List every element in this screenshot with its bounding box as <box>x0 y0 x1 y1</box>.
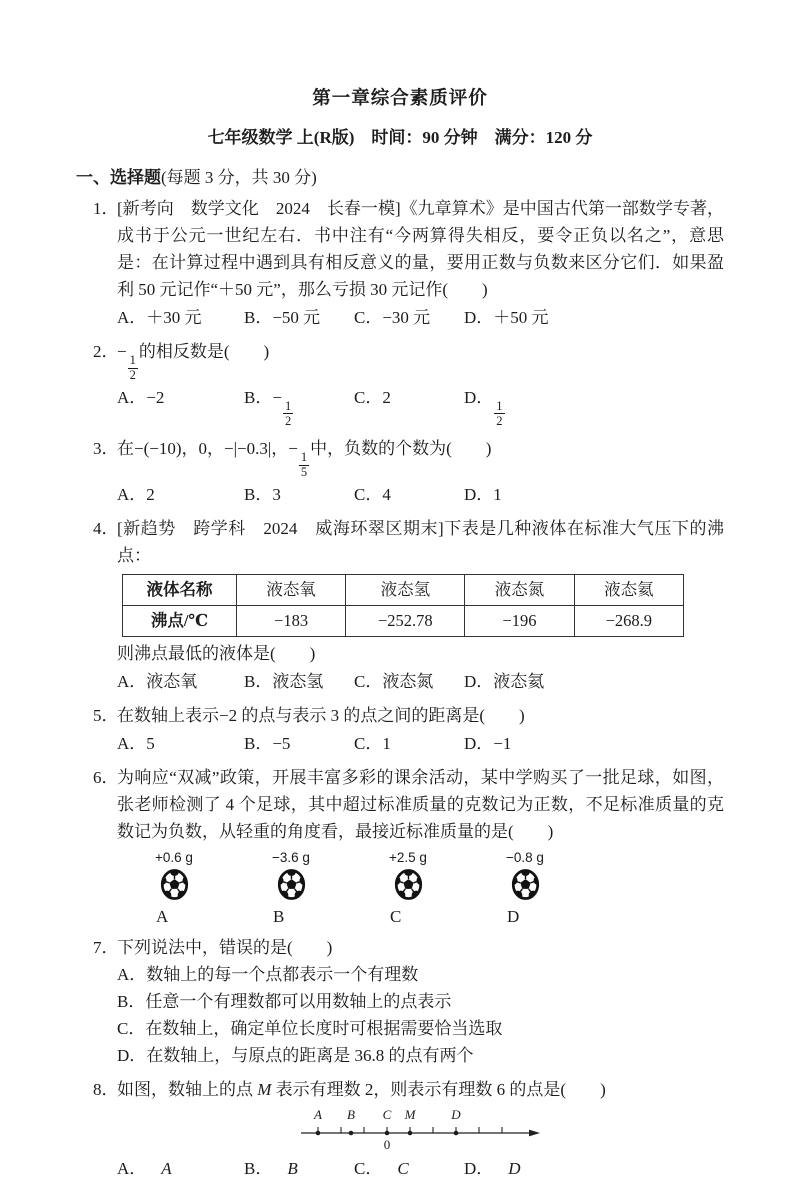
q2-option-c: C．2 <box>354 387 391 407</box>
q8-text-pre: 如图，数轴上的点 <box>117 1079 258 1099</box>
q4-option-a: A．液态氧 <box>117 671 198 691</box>
fraction-denominator: 2 <box>496 413 503 428</box>
q5-option-d: D．−1 <box>464 733 512 753</box>
ball-weight-label: +2.5 g <box>389 849 427 865</box>
question-1-options <box>117 304 724 331</box>
table-cell: −268.9 <box>574 605 683 636</box>
fraction <box>299 451 309 480</box>
q1-option-a: A．＋30 元 <box>117 308 202 327</box>
q8-option-b-label: B． <box>244 1158 273 1178</box>
q8-option-a-label: A． <box>117 1158 147 1178</box>
q1-option-b: B．−50 元 <box>244 308 321 327</box>
soccer-ball-item <box>378 850 495 927</box>
question-6-number: 6． <box>93 767 119 787</box>
question-5-options <box>117 730 724 757</box>
fraction <box>283 400 293 429</box>
page-subtitle: 七年级数学 上(R版) 时间：90 分钟 满分：120 分 <box>207 128 593 147</box>
fraction <box>494 400 504 429</box>
soccer-ball-a <box>144 850 204 902</box>
question-4 <box>76 515 724 695</box>
question-8-text <box>117 1076 724 1103</box>
fraction-denominator: 2 <box>129 368 136 382</box>
number-line-point-b: B <box>346 1106 355 1122</box>
q7-option-d: D．在数轴上，与原点的距离是 36.8 的点有两个 <box>117 1045 474 1065</box>
number-line-point-m: M <box>404 1106 415 1122</box>
question-1-number: 1． <box>93 199 119 218</box>
q4-option-c: C．液态氮 <box>354 671 434 691</box>
question-5-number: 5． <box>93 705 119 725</box>
question-4-text: [新趋势 跨学科 2024 威海环翠区期末]下表是几种液体在标准大气压下的沸点： <box>117 518 724 565</box>
soccer-ball-item <box>261 850 378 927</box>
fraction <box>128 354 138 383</box>
q3-text-post: 中，负数的个数为( ) <box>310 439 492 458</box>
section-note: (每题 3 分，共 30 分) <box>161 168 317 187</box>
question-6-text: 为响应“双减”政策，开展丰富多彩的课余活动，某中学购买了一批足球，如图，张老师检测了 4 个足球，其中超过标准质量的克数记为正数，不足标准质量的克数记为负数，从轻重的角度看，最接近标准质量的是( ) <box>117 767 724 841</box>
question-2-options <box>117 384 724 429</box>
table-cell: −183 <box>237 605 346 636</box>
question-2-number: 2． <box>93 342 119 361</box>
q8-option-a-value: A <box>161 1158 172 1178</box>
q8-option-d-label: D． <box>464 1158 494 1178</box>
q8-option-d <box>464 1155 521 1182</box>
question-2 <box>76 338 724 428</box>
ball-letter: A <box>156 906 169 926</box>
table-header-cell: 液态氮 <box>465 574 574 605</box>
table-header-cell: 液体名称 <box>123 574 237 605</box>
question-1 <box>76 195 724 331</box>
fraction-numerator: 1 <box>129 353 136 367</box>
question-3-number: 3． <box>93 439 119 458</box>
q2-option-d <box>464 384 506 429</box>
q3-option-b: B．3 <box>244 484 281 504</box>
number-line-origin: 0 <box>383 1136 390 1152</box>
section-heading <box>76 163 724 188</box>
q8-option-c-label: C． <box>354 1158 383 1178</box>
table-header-cell: 液态氦 <box>574 574 683 605</box>
question-8-options <box>117 1155 724 1182</box>
question-7-number: 7． <box>93 937 119 957</box>
q2-option-a: A．−2 <box>117 387 165 407</box>
q5-option-a: A．5 <box>117 733 155 753</box>
fraction-numerator: 1 <box>300 450 308 464</box>
question-8 <box>76 1076 724 1182</box>
question-4-number: 4． <box>93 518 119 538</box>
q8-option-b-value: B <box>287 1158 298 1178</box>
q8-option-c <box>354 1155 464 1182</box>
soccer-ball-item <box>144 850 261 927</box>
q3-option-a: A．2 <box>117 484 155 504</box>
ball-weight-label: −0.8 g <box>506 849 544 865</box>
soccer-ball-icon <box>160 867 189 902</box>
question-2-text <box>117 338 724 383</box>
table-cell: −252.78 <box>346 605 465 636</box>
q3-option-c: C．4 <box>354 484 391 504</box>
table-header-cell: 液态氢 <box>346 574 465 605</box>
table-cell: −196 <box>465 605 574 636</box>
soccer-balls-figure <box>144 850 724 927</box>
ball-letter: B <box>273 906 285 926</box>
table-row-label: 沸点/℃ <box>123 605 237 636</box>
q8-option-a <box>117 1155 244 1182</box>
fraction-numerator: 1 <box>496 398 503 413</box>
fraction-numerator: 1 <box>284 398 292 413</box>
q7-option-a: A．数轴上的每一个点都表示一个有理数 <box>117 964 419 984</box>
soccer-ball-item <box>495 850 612 927</box>
table-row <box>123 605 684 636</box>
question-3-text <box>117 435 724 480</box>
q2-text-post: 的相反数是( ) <box>138 342 270 361</box>
q5-option-c: C．1 <box>354 733 391 753</box>
q3-text-pre: 在−(−10)，0，−|−0.3|，− <box>117 439 298 458</box>
ball-weight-label: −3.6 g <box>272 849 310 865</box>
q2-option-b-label: B．− <box>244 387 282 407</box>
question-5 <box>76 702 724 757</box>
q5-option-b: B．−5 <box>244 733 291 753</box>
ball-letter: D <box>507 906 520 926</box>
question-3-options <box>117 481 724 508</box>
question-5-text: 在数轴上表示−2 的点与表示 3 的点之间的距离是( ) <box>117 705 525 725</box>
fraction-denominator: 2 <box>284 413 292 428</box>
number-line-figure <box>299 1106 543 1154</box>
question-6 <box>76 764 724 927</box>
q1-option-c: C．−30 元 <box>354 308 431 327</box>
question-7-text: 下列说法中，错误的是( ) <box>117 937 333 957</box>
section-label: 一、选择题 <box>76 168 161 187</box>
q8-option-b <box>244 1155 354 1182</box>
table-header-cell: 液态氧 <box>237 574 346 605</box>
q2-option-b <box>244 384 354 429</box>
question-4-options <box>117 668 724 695</box>
fraction-denominator: 5 <box>300 465 308 479</box>
question-7 <box>76 934 724 1069</box>
number-line-point-c: C <box>382 1106 391 1122</box>
q4-option-d: D．液态氦 <box>464 671 545 691</box>
soccer-ball-icon <box>394 867 423 902</box>
q2-text-pre: − <box>117 342 127 361</box>
boiling-point-table <box>122 574 684 637</box>
ball-weight-label: +0.6 g <box>155 849 193 865</box>
question-4-after-table: 则沸点最低的液体是( ) <box>117 643 316 663</box>
number-line-point-d: D <box>450 1106 461 1122</box>
q3-option-d: D．1 <box>464 484 502 504</box>
number-line <box>299 1106 543 1154</box>
soccer-ball-icon <box>511 867 540 902</box>
table-header-row <box>123 574 684 605</box>
q4-option-b: B．液态氢 <box>244 671 324 691</box>
q1-option-d: D．＋50 元 <box>464 308 549 327</box>
q8-text-post: 表示有理数 2，则表示有理数 6 的点是( ) <box>271 1079 606 1099</box>
q8-option-d-value: D <box>508 1158 521 1178</box>
ball-letter: C <box>390 906 402 926</box>
question-3 <box>76 435 724 508</box>
number-line-point-a: A <box>313 1106 322 1122</box>
point-m-label: M <box>257 1079 272 1099</box>
page-title: 第一章综合素质评价 <box>312 89 488 109</box>
q8-option-c-value: C <box>397 1158 409 1178</box>
q7-option-c: C．在数轴上，确定单位长度时可根据需要恰当选取 <box>117 1018 503 1038</box>
q2-option-d-label: D． <box>464 387 494 407</box>
soccer-ball-b <box>261 850 321 902</box>
soccer-ball-icon <box>277 867 306 902</box>
soccer-ball-c <box>378 850 438 902</box>
soccer-ball-d <box>495 850 555 902</box>
question-1-text: [新考向 数学文化 2024 长春一模]《九章算术》是中国古代第一部数学专著，成书于公元一世纪左右．书中注有“今两算得失相反，要令正负以名之”，意思是：在计算过程中遇到具有相反意义的量，要用正数与负数来区分它们．如果盈利 50 元记作“＋50 元”，那么亏损 30 元记作( ) <box>117 199 724 299</box>
question-8-number: 8． <box>93 1079 119 1099</box>
q7-option-b: B．任意一个有理数都可以用数轴上的点表示 <box>117 991 452 1011</box>
